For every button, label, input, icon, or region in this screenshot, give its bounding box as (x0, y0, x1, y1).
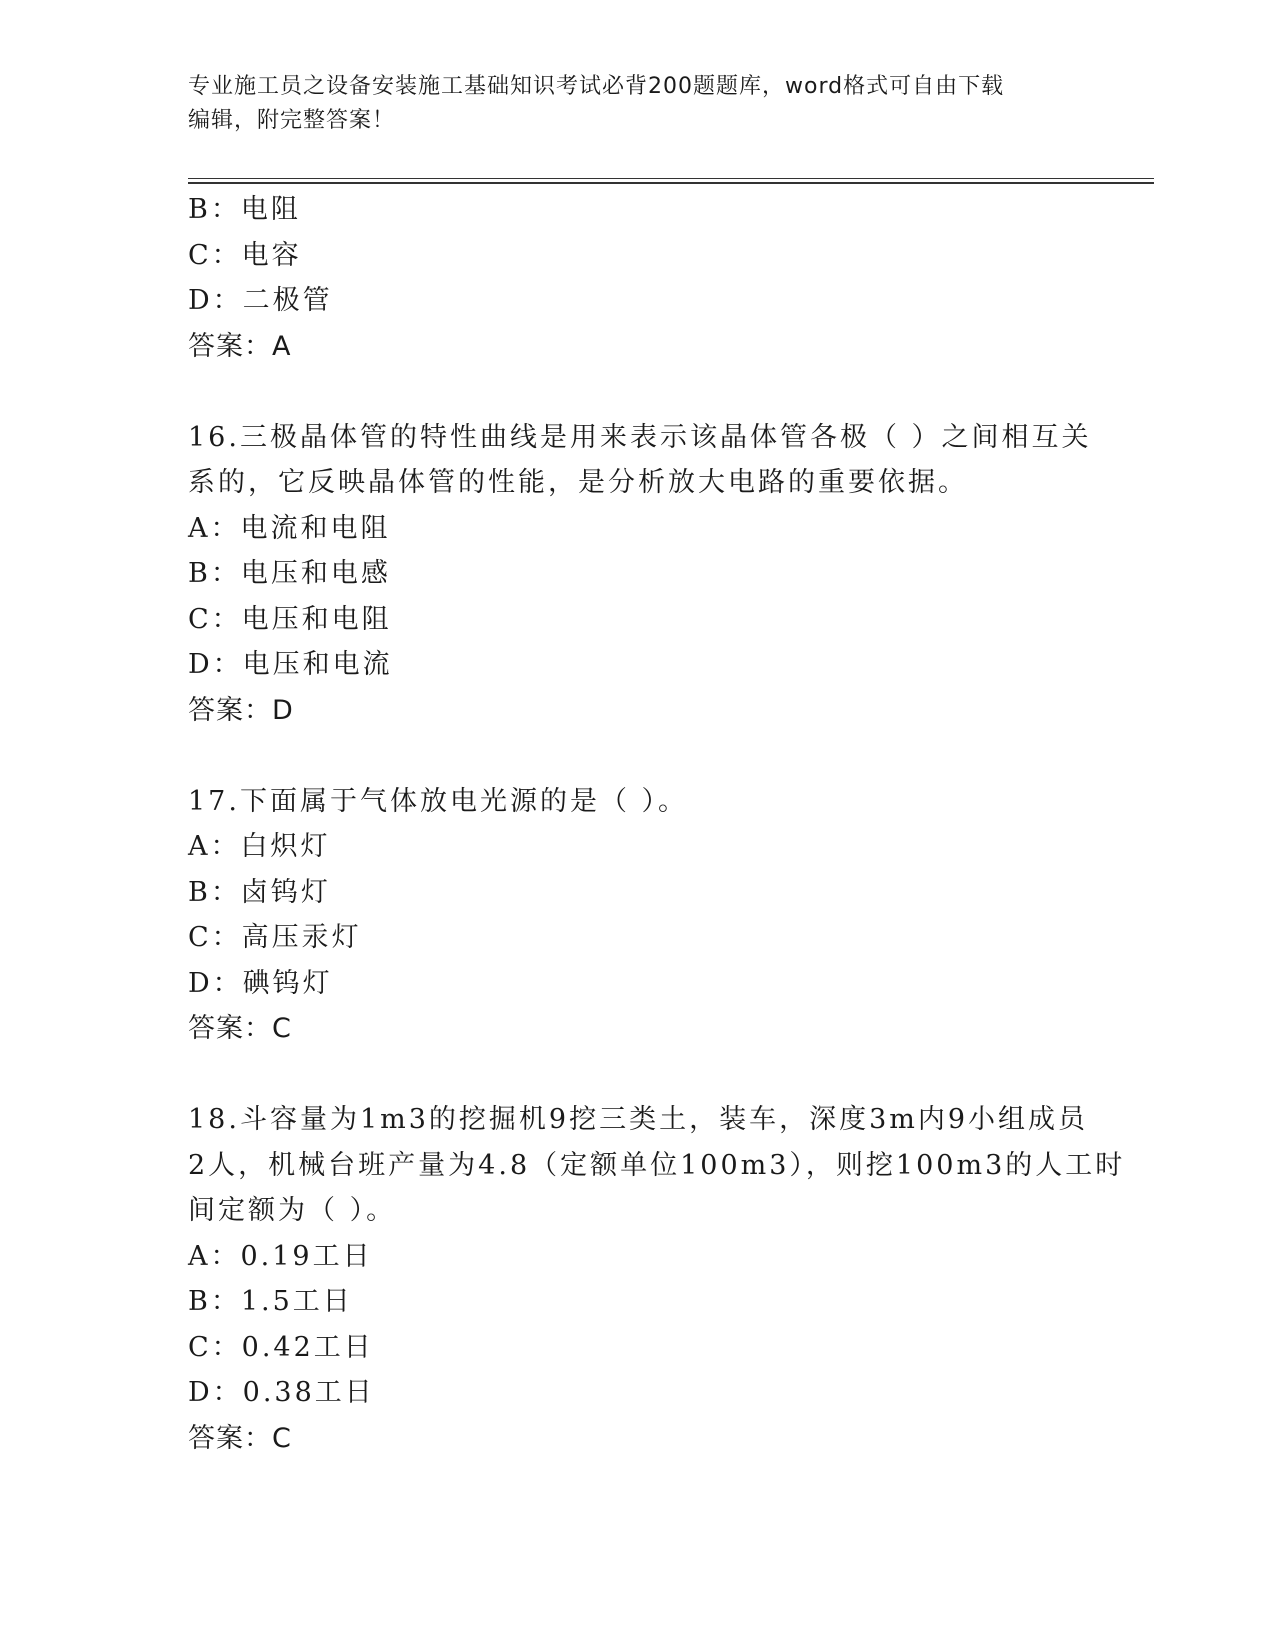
header-rule-thick (188, 182, 1154, 184)
question-16 (188, 415, 1092, 734)
option-a: A：电流和电阻 (188, 512, 391, 544)
option-b: B：卤钨灯 (188, 876, 331, 908)
option-c: C：高压汞灯 (188, 922, 362, 953)
option-b: B：电阻 (188, 194, 301, 225)
option-d: D：二极管 (188, 285, 333, 316)
header-line-2: 编辑，附完整答案！ (188, 108, 396, 133)
spacer (188, 369, 1088, 415)
answer: 答案：A (188, 330, 292, 362)
document-header (188, 70, 1088, 138)
question-stem-line: 2人，机械台班产量为4.8（定额单位100m3），则挖100m3的人工时 (188, 1149, 1126, 1181)
question-stem-line: 18.斗容量为1m3的挖掘机9挖三类土，装车，深度3m内9小组成员 (188, 1104, 1089, 1135)
question-stem-line: 间定额为（ ）。 (188, 1195, 397, 1226)
spacer (188, 1052, 1088, 1098)
question-stem-line: 16.三极晶体管的特性曲线是用来表示该晶体管各极（ ）之间相互关 (188, 421, 1092, 453)
header-line-1: 专业施工员之设备安装施工基础知识考试必背200题题库，word格式可自由下载 (188, 74, 1005, 99)
question-stem-line: 17.下面属于气体放电光源的是（ ）。 (188, 785, 689, 817)
option-b: B：1.5工日 (188, 1286, 353, 1317)
header-rule-thin (188, 178, 1154, 179)
question-17 (188, 779, 1088, 1052)
question-stem-line: 系的，它反映晶体管的性能，是分析放大电路的重要依据。 (188, 467, 968, 498)
answer: 答案：D (188, 694, 294, 726)
answer: 答案：C (188, 1422, 292, 1454)
option-a: A：白炽灯 (188, 831, 331, 862)
option-d: D：电压和电流 (188, 649, 393, 680)
option-d: D：碘钨灯 (188, 967, 333, 999)
option-c: C：电容 (188, 239, 302, 271)
spacer (188, 733, 1088, 779)
question-18 (188, 1097, 1126, 1461)
option-b: B：电压和电感 (188, 558, 391, 589)
document-body (188, 187, 1126, 1461)
question-15-tail (188, 187, 1088, 369)
option-a: A：0.19工日 (188, 1240, 373, 1272)
answer: 答案：C (188, 1013, 292, 1044)
option-c: C：电压和电阻 (188, 603, 392, 635)
option-d: D：0.38工日 (188, 1377, 375, 1408)
option-c: C：0.42工日 (188, 1331, 374, 1363)
